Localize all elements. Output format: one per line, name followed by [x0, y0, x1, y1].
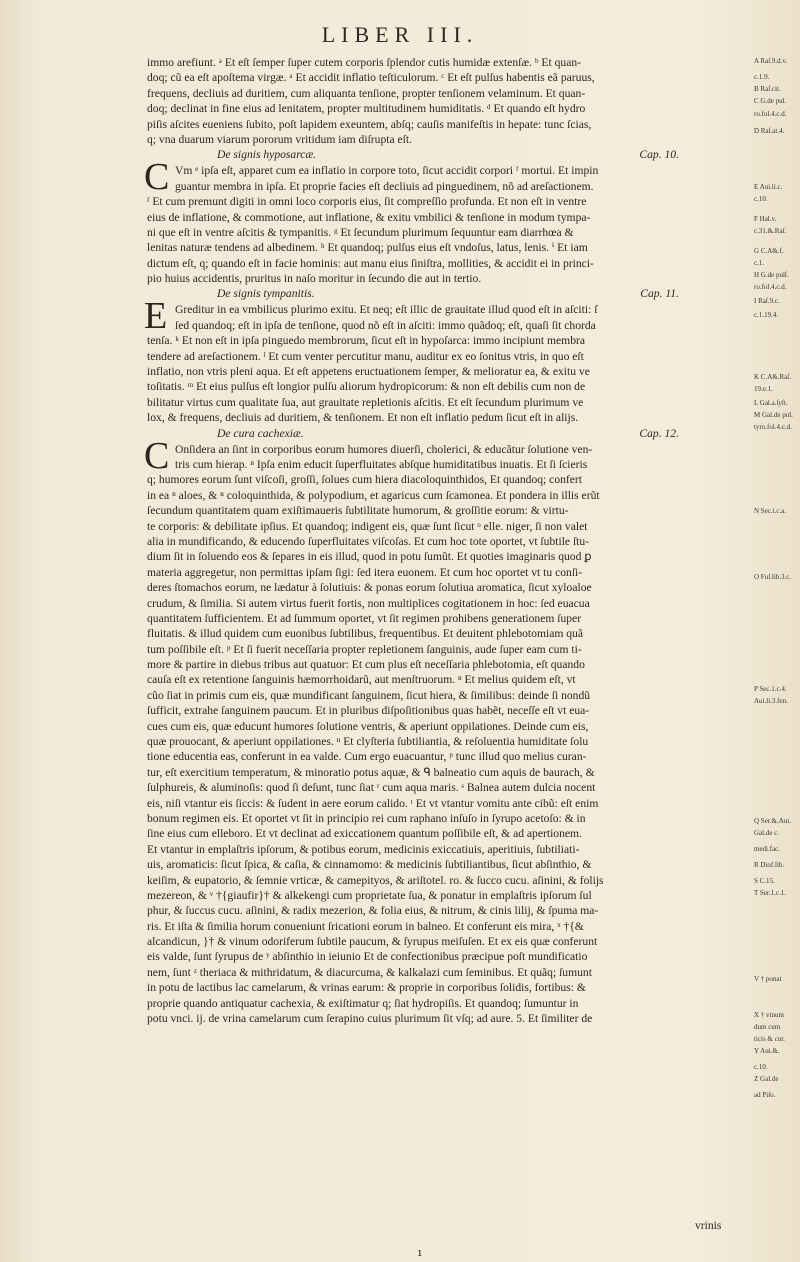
- margin-note: medi.fac.: [754, 845, 781, 853]
- margin-note: N Sec.i.c.a.: [754, 507, 787, 515]
- section-title: De signis tympanitis.: [217, 287, 315, 301]
- chapter-number: Cap. 12.: [639, 426, 679, 440]
- margin-note: c.1.: [754, 259, 765, 267]
- section-heading-11: [147, 286, 749, 302]
- text-line: [147, 1026, 749, 1041]
- margin-note: P Sec.1.c.4.: [754, 685, 787, 693]
- text-line: mezereon, & ᵛ †{giaufir}† & alkekengi cum proprietate ſua, & ponatur in emplaſtris ipſorum ſul: [147, 888, 592, 902]
- text-line: doq; declinat in fine eius ad lenitatem, propter multitudinem humiditatis. ᵈ Et quando eſt hydro: [147, 102, 586, 116]
- margin-note: Aui.li.3.fen.: [754, 697, 788, 705]
- margin-note: tyro.fol.4.c.d.: [754, 423, 792, 431]
- margin-note: R Diof.lib.: [754, 861, 785, 869]
- margin-note: ro.fol.4.c.d.: [754, 283, 787, 291]
- text-line: inflatio, non vtris pleni aqua. Et eſt appetens eructuationem ſemper, & melioratur ea, & exitu ve: [147, 365, 590, 379]
- margin-note: L Gal.a.ſyſt.: [754, 399, 788, 407]
- text-line: ſufficit, extrahe ſanguinem paucum. Et in pluribus diſpoſitionibus quas habẽt, neceſſe eſt vt eua-: [147, 704, 590, 718]
- margin-note: Y Aui.&.: [754, 1047, 780, 1055]
- running-header: LIBER III.: [321, 22, 479, 47]
- text-line: doq; cũ ea eſt apoſtema virgæ. ᵃ Et accidit inflatio teſticulorum. ᶜ Et eſt pulſus habentis eã paruus,: [147, 71, 595, 85]
- drop-cap: E: [144, 295, 168, 338]
- text-line: potu vnci. ij. de vrina camelarum cum ſerapino cuius plurimum ſit vſq; ad aure. 5. Et ſimiliter de: [147, 1012, 593, 1026]
- text-line: dictum eſt, q; quando eſt in facie hominis: aut manu eius ſiniſtra, mollities, & accidit ei in princi-: [147, 256, 594, 270]
- margin-note: Gal.de c.: [754, 829, 780, 837]
- text-line: te corporis: & debilitate ipſius. Et quandoq; indigent eis, quæ ſunt ſicut ᵒ elle. niger, ſi non valet: [147, 519, 588, 533]
- text-line: ſine eius cum elleboro. Et vt declinat ad exiccationem quantum poſſibile eſt, & ad apertionem.: [147, 827, 582, 841]
- drop-cap: C: [144, 434, 170, 477]
- margin-note: c.1.9.: [754, 73, 770, 81]
- text-line: toſitatis. ᵐ Et eius pulſus eſt longior pulſu aliorum hydropicorum: & non eſt debilis cum non de: [147, 380, 586, 394]
- text-line: deres ſtomachos eorum, ne lædatur à ſolutiuis: & ponas eorum ſolutiua aromatica, ſicut xyloaloe: [147, 581, 592, 595]
- text-line: eis, niſi vtantur eis ſiccis: & ſudent in aere eorum calido. ᵗ Et vt vtantur vomitu ante cibũ: eſt enim: [147, 796, 599, 810]
- catchword: vrinis: [695, 1219, 722, 1232]
- margin-note: X † vinum: [754, 1011, 784, 1019]
- text-line: uis, aromaticis: ſicut ſpica, & caſia, & cinnamomo: & medicinis ſubtiliantibus, ſicut abſinthio, &: [147, 858, 592, 872]
- text-line: fluitatis. & illud quidem cum euonibus ſubtilibus, frequentibus. Et deuitent phlebotomiam quã: [147, 627, 583, 641]
- margin-note: M Gal.de pul.: [754, 411, 793, 419]
- text-line: pio huius accidentis, pruritus in naſo moritur in ſecundo die aut in tertio.: [147, 272, 482, 286]
- text-line: tum poſſibile eſt. ᵖ Et ſi fuerit neceſſaria propter repletionem ſanguinis, aude ſuper eam cum ti-: [147, 642, 582, 656]
- margin-note: T Ser.1.c.1.: [754, 889, 786, 897]
- margin-note: ad Piſo.: [754, 1091, 776, 1099]
- text-line: ſecundum quantitatem quam exiſtimaueris ſubtilitate humorum, & groſſitie eorum: & virtu-: [147, 504, 569, 518]
- text-line: tenſa. ᵏ Et non eſt in ipſa pinguedo membrorum, ſicut eſt in hypoſarca: immo incipiunt membra: [147, 334, 586, 348]
- text-line: proprie quando antiquatur cachexia, & exiſtimatur q; ſiat hydropiſis. Et quandoq; ſumuntur in: [147, 996, 579, 1010]
- text-line: Et vtantur in emplaſtris ipſorum, & potibus eorum, medicinis exiccatiuis, aperitiuis, ſubtiliati-: [147, 842, 580, 856]
- text-line: ſed quandoq; eſt in ipſa de tenſione, quod nõ eſt in aſciti: immo quãdoq; eſt, quaſi ſit chorda: [175, 318, 596, 332]
- text-line: cues cum eis, quæ educunt humores ſolutione ventris, & aperiunt oppilationes. Deinde cum eis,: [147, 719, 589, 733]
- text-line: in ea ⁿ aloes, & ⁿ coloquinthida, & polypodium, et agaricus cum ſcamonea. Et pondera in illis erũt: [147, 488, 600, 502]
- text-line: bilitatur virtus cum qualitate ſua, aut grauitate repletionis aſcitis. Et eſt ſecundum plurimum ve: [147, 395, 584, 409]
- text-line: tione educentia eas, conferunt in ea valde. Cum ergo euacuantur, ᵖ tunc illud quo melius curan-: [147, 750, 587, 764]
- text-line: tris cum hierap. ⁿ Ipſa enim educit ſuperfluitates abſque humiditatibus inuatis. Et ſi ſcieris: [175, 457, 588, 471]
- text-line: ſulphureis, & aluminoſis: quod ſi deſunt, tunc ſiat ʳ cum aqua maris. ˢ Balnea autem dulcia nocent: [147, 781, 596, 795]
- chapter-number: Cap. 11.: [640, 287, 679, 301]
- margin-note: D Raſ.at.4.: [754, 127, 785, 135]
- text-line: lox, & frequens, decliuis ad duritiem, & tenſionem. Et non eſt inflatio pedum ſicut eſt in alijs.: [147, 411, 579, 425]
- text-line: phur, & ſuccus cucu. aſinini, & radix mezerion, & folia eius, & nitrum, & cinis lilij, & ſpuma ma-: [147, 904, 599, 918]
- section-title: De cura cachexiæ.: [217, 426, 304, 440]
- text-line: quantitatem ſufficientem. Et ad ſummum oportet, vt ſit regimen prohibens generationem ſuper: [147, 611, 582, 625]
- text-line: cauſa eſt ex retentione ſanguinis hæmorrhoidarũ, aut menſtruorum. ⁿ Et melius quidem eſt, vt: [147, 673, 576, 687]
- margin-note: O Fuſ.lib.3.c.: [754, 573, 792, 581]
- margin-note: c.1.19.4.: [754, 311, 779, 319]
- section-title: De signis hyposarcæ.: [217, 148, 317, 162]
- text-line: q; vna duarum viarum pororum vritidum iam diſrupta eſt.: [147, 132, 412, 146]
- text-line: materia aggregetur, non permittas ipſam ſigi: ſed itera euonem. Et cum hoc oportet vt tu conſi-: [147, 565, 583, 579]
- text-line: C Onſidera an ſint in corporibus eorum humores diuerſi, cholerici, & educãtur ſolutione ven-: [144, 434, 593, 477]
- margin-note: I Raſ.9.c.: [754, 297, 780, 305]
- text-line: guantur membra in ipſa. Et proprie facies eſt decliuis ad pinguedinem, nõ ad areſactionem.: [175, 179, 594, 193]
- drop-cap: C: [144, 156, 170, 199]
- text-line: ris. Et iſta & ſimilia horum conueniunt ſricationi eorum in balneo. Et conferunt eis mira, ˣ †{&: [147, 919, 584, 933]
- margin-note: K C.A&.Raſ.: [754, 373, 791, 381]
- text-line: bonum regimen eis. Et oportet vt ſit in principio rei cum raphano inſuſo in ſyrupo acetoſo: & in: [147, 811, 586, 825]
- text-line: immo arefiunt. ᵃ Et eſt ſemper ſuper cutem corporis ſplendor cutis humidæ extenſæ. ᵇ Et quan-: [147, 56, 582, 69]
- text-line: in potu de lactibus lac camelarum, & vrinas earum: & proprie in corporibus ſolidis, fortibus: &: [147, 981, 586, 995]
- text-line: eius de inflatione, & commotione, aut inflatione, & exitu vmbilici & tenſione in modum tympa-: [147, 210, 591, 224]
- text-line: keiſim, & eupatorio, & ſemnie vrticæ, & camepityos, & ariſtotel. ro. & ſucco cucu. aſinini, & folijs: [147, 873, 604, 887]
- margin-note: Z Gal.de: [754, 1075, 779, 1083]
- text-line: eis valde, ſunt ſyrupus de ʸ abſinthio in ieiunio Et de confectionibus præcipue poſt mundificatio: [147, 950, 588, 964]
- text-line: crudum, & ſimilia. Si autem virtus fuerit fortis, non multiplices cogitationem in hoc: ſed euacua: [147, 596, 590, 610]
- margin-note: c.31.&.Raſ.: [754, 227, 787, 235]
- text-line: q; humores eorum ſunt viſcoſi, groſſi, ſolues cum hiera diacoloquinthidos, Et quandoq; confert: [147, 473, 583, 487]
- margin-note: V † ponat: [754, 975, 782, 983]
- text-line: C Vm ᵉ ipſa eſt, apparet cum ea inflatio in corpore toto, ſicut accidit corpori ᶠ mortui. Et impin: [144, 156, 599, 199]
- margin-note: E Aui.li.c.: [754, 183, 783, 191]
- margin-note: ticis & cur.: [754, 1035, 785, 1043]
- margin-note: c.10.: [754, 1063, 768, 1071]
- text-line: ᶠ Et cum premunt digiti in omni loco corporis eius, ſit compreſſio profunda. Et non eſt in ventre: [147, 195, 587, 209]
- margin-note: F Hal.v.: [754, 215, 777, 223]
- margin-note: S C.15.: [754, 877, 775, 885]
- text-line: dium ſit in ſoluendo eos & ſepares in eis illud, quod in potu ſumũt. Et quoties imaginaris quod ꝑ: [147, 550, 592, 564]
- margin-note: G C.A&.f.: [754, 247, 784, 255]
- text-line: alia in mundificando, & educendo ſuperfluitates viſcoſas. Et cum hoc tote oportet, vt ſubtile ſtu-: [147, 534, 590, 548]
- margin-note: dum cum: [754, 1023, 781, 1031]
- section-heading-10: [147, 147, 749, 163]
- text-line: nem, ſunt ᶻ theriaca & mithridatum, & diacurcuma, & kalkalazi cum ſeminibus. Et quãq; ſumunt: [147, 965, 592, 979]
- body-text: [144, 55, 749, 1042]
- signature-mark: ı: [418, 1246, 422, 1259]
- text-line: piſis aſcites eueniens ſubito, poſt lapidem exeuntem, abſq; cauſis manifeſtis in hepate: tunc ſcias,: [147, 117, 592, 131]
- text-line: E Greditur in ea vmbilicus plurimo exitu. Et neq; eſt illic de grauitate illud quod eſt in aſciti: ſ: [144, 295, 598, 338]
- chapter-number: Cap. 10.: [639, 148, 679, 162]
- text-line: quæ prouocant, & aperiunt oppilationes. ⁿ Et clyſteria ſubtiliantia, & reſoluentia humiditate ſolu: [147, 735, 589, 749]
- text-line: tur, eſt exercitium temperatum, & minoratio potus aquæ, & ᑫ balneatio cum aquis de baurach, &: [147, 765, 595, 779]
- margin-note: 19.e.1.: [754, 385, 773, 393]
- text-line: ni que eſt in ventre aſcitis & tympanitis. ᵍ Et ſecundum plurimum ſequuntur eam diarrhœa &: [147, 225, 574, 239]
- margin-note: C G.de pul.: [754, 97, 787, 105]
- margin-note: A Raſ.9.d.v.: [754, 57, 788, 65]
- text-line: alcandicun, }† & vinum odoriferum ſubtile paucum, & ſyrupus meiſuſen. Et ex eis quæ conferunt: [147, 935, 598, 949]
- text-line: lenitas naturæ tendens ad albedinem. ʰ Et quandoq; pulſus eius eſt vndoſus, latus, lenis. ⁱ Et iam: [147, 241, 588, 255]
- margin-note: B Raſ.cit.: [754, 85, 781, 93]
- text-line: more & partire in diebus tribus aut quatuor: Et cum plus eſt neceſſaria phlebotomia, eſt quando: [147, 658, 585, 672]
- margin-note: ro.fol.4.c.d.: [754, 110, 787, 118]
- margin-note: c.10.: [754, 195, 768, 203]
- margin-note: Q Ser.&.Aui.: [754, 817, 791, 825]
- margin-note: H G.de pulſ.: [754, 271, 789, 279]
- text-line: tendere ad areſactionem. ˡ Et cum venter percutitur manu, auditur ex eo ſonitus vtris, in quo eſt: [147, 349, 584, 363]
- text-line: cũo ſiat in primis cum eis, quæ mundificant ſanguinem, ſicut hiera, & ſimilibus: deinde ſi nondũ: [147, 688, 591, 702]
- section-heading-12: [147, 426, 749, 442]
- text-line: frequens, decliuis ad duritiem, cum aliquanta tenſione, propter tenſionem velaminum. Et quan-: [147, 86, 586, 100]
